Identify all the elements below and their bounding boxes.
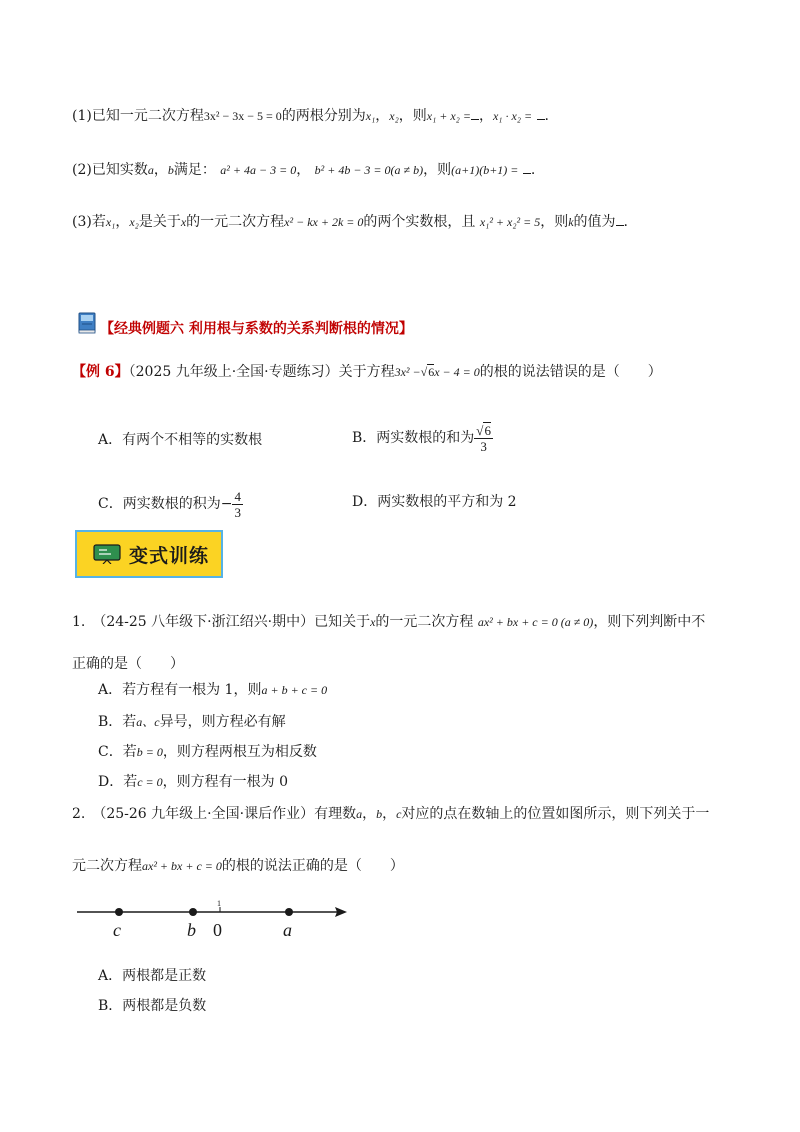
equation: b² + 4b − 3 = 0(a ≠ b) — [314, 163, 424, 177]
blackboard-icon — [93, 544, 121, 564]
example-6-option-b: B．两实数根的和为 $\frac{√6}{3}$ — [352, 422, 491, 454]
question-2-option-b: B．两根都是负数 — [98, 998, 207, 1014]
equation: x² − kx + 2k = 0 — [284, 215, 364, 229]
question-1-option-d: D．若c = 0，则方程有一根为 0 — [98, 774, 289, 790]
banner-label: 变式训练 — [129, 544, 210, 567]
label-c: c — [113, 920, 121, 940]
example-6-option-a: A．有两个不相等的实数根 — [98, 432, 263, 448]
problem-3: (3)若x₁，x₂是关于x的一元二次方程x² − kx + 2k = 0的两个实数根，且 x₁² + x₂² = 5，则k的值为 . — [72, 214, 628, 230]
equation: a² + 4a − 3 = 0 — [220, 163, 297, 177]
example-6-option-c: C．两实数根的积为− $\frac{4}{3}$ — [98, 488, 241, 520]
problem-1: (1)已知一元二次方程3x² − 3x − 5 = 0的两根分别为x₁，x₂，则x₁ + x₂ = ，x₁ · x₂ = . — [72, 108, 549, 124]
question-1-stem-line2: 正确的是（ ） — [72, 656, 184, 672]
question-1-option-b: B．若a、c异号，则方程必有解 — [98, 714, 286, 730]
answer-blank — [537, 107, 545, 120]
label-b: b — [187, 920, 196, 940]
label-1: 1 — [217, 899, 221, 908]
question-2-option-a: A．两根都是正数 — [98, 968, 207, 984]
fraction: $\frac{√6}{3}$ — [476, 422, 491, 454]
question-2-stem-line2: 元二次方程ax² + bx + c = 0的根的说法正确的是（ ） — [72, 858, 404, 874]
example-6-option-d: D．两实数根的平方和为 2 — [352, 494, 517, 510]
point-a — [285, 908, 293, 916]
equation: ax² + bx + c = 0 — [142, 859, 222, 873]
question-1-option-a: A．若方程有一根为 1，则a + b + c = 0 — [98, 682, 328, 698]
question-1-stem: 1. （24-25 八年级下·浙江绍兴·期中）已知关于x的一元二次方程 ax² + bx + c = 0 (a ≠ 0)，则下列判断中不 — [72, 614, 706, 630]
number-line-diagram — [75, 896, 355, 946]
point-c — [115, 908, 123, 916]
sqrt-symbol: √ — [420, 365, 428, 379]
equation: 3x² − 3x − 5 = 0 — [203, 109, 282, 123]
answer-blank — [523, 161, 531, 174]
label-0: 0 — [213, 920, 222, 940]
answer-blank — [616, 213, 624, 226]
fraction: $\frac{4}{3}$ — [234, 488, 241, 520]
section-title: 【经典例题六 利用根与系数的关系判断根的情况】 — [100, 321, 413, 337]
example-tag: 【例 6】 — [72, 364, 129, 380]
book-icon — [76, 311, 98, 335]
condition: x₁² + x₂² = 5 — [479, 215, 541, 229]
label-a: a — [283, 920, 292, 940]
variant-training-banner — [75, 530, 223, 578]
question-1-option-c: C．若b = 0，则方程两根互为相反数 — [98, 744, 317, 760]
equation: ax² + bx + c = 0 (a ≠ 0) — [477, 615, 594, 629]
point-b — [189, 908, 197, 916]
problem-2: (2)已知实数a，b满足： a² + 4a − 3 = 0， b² + 4b − 3 = 0(a ≠ b)，则(a+1)(b+1) = . — [72, 162, 536, 178]
question-2-stem: 2. （25-26 九年级上·全国·课后作业）有理数a，b，c对应的点在数轴上的位置如图所示，则下列关于一 — [72, 806, 710, 822]
example-6-stem: 【例 6】（2025 九年级上·全国·专题练习）关于方程3x² −√6x − 4 = 0的根的说法错误的是（ ） — [72, 364, 662, 380]
answer-blank — [471, 107, 479, 120]
sqrt-symbol: √ — [476, 422, 484, 438]
